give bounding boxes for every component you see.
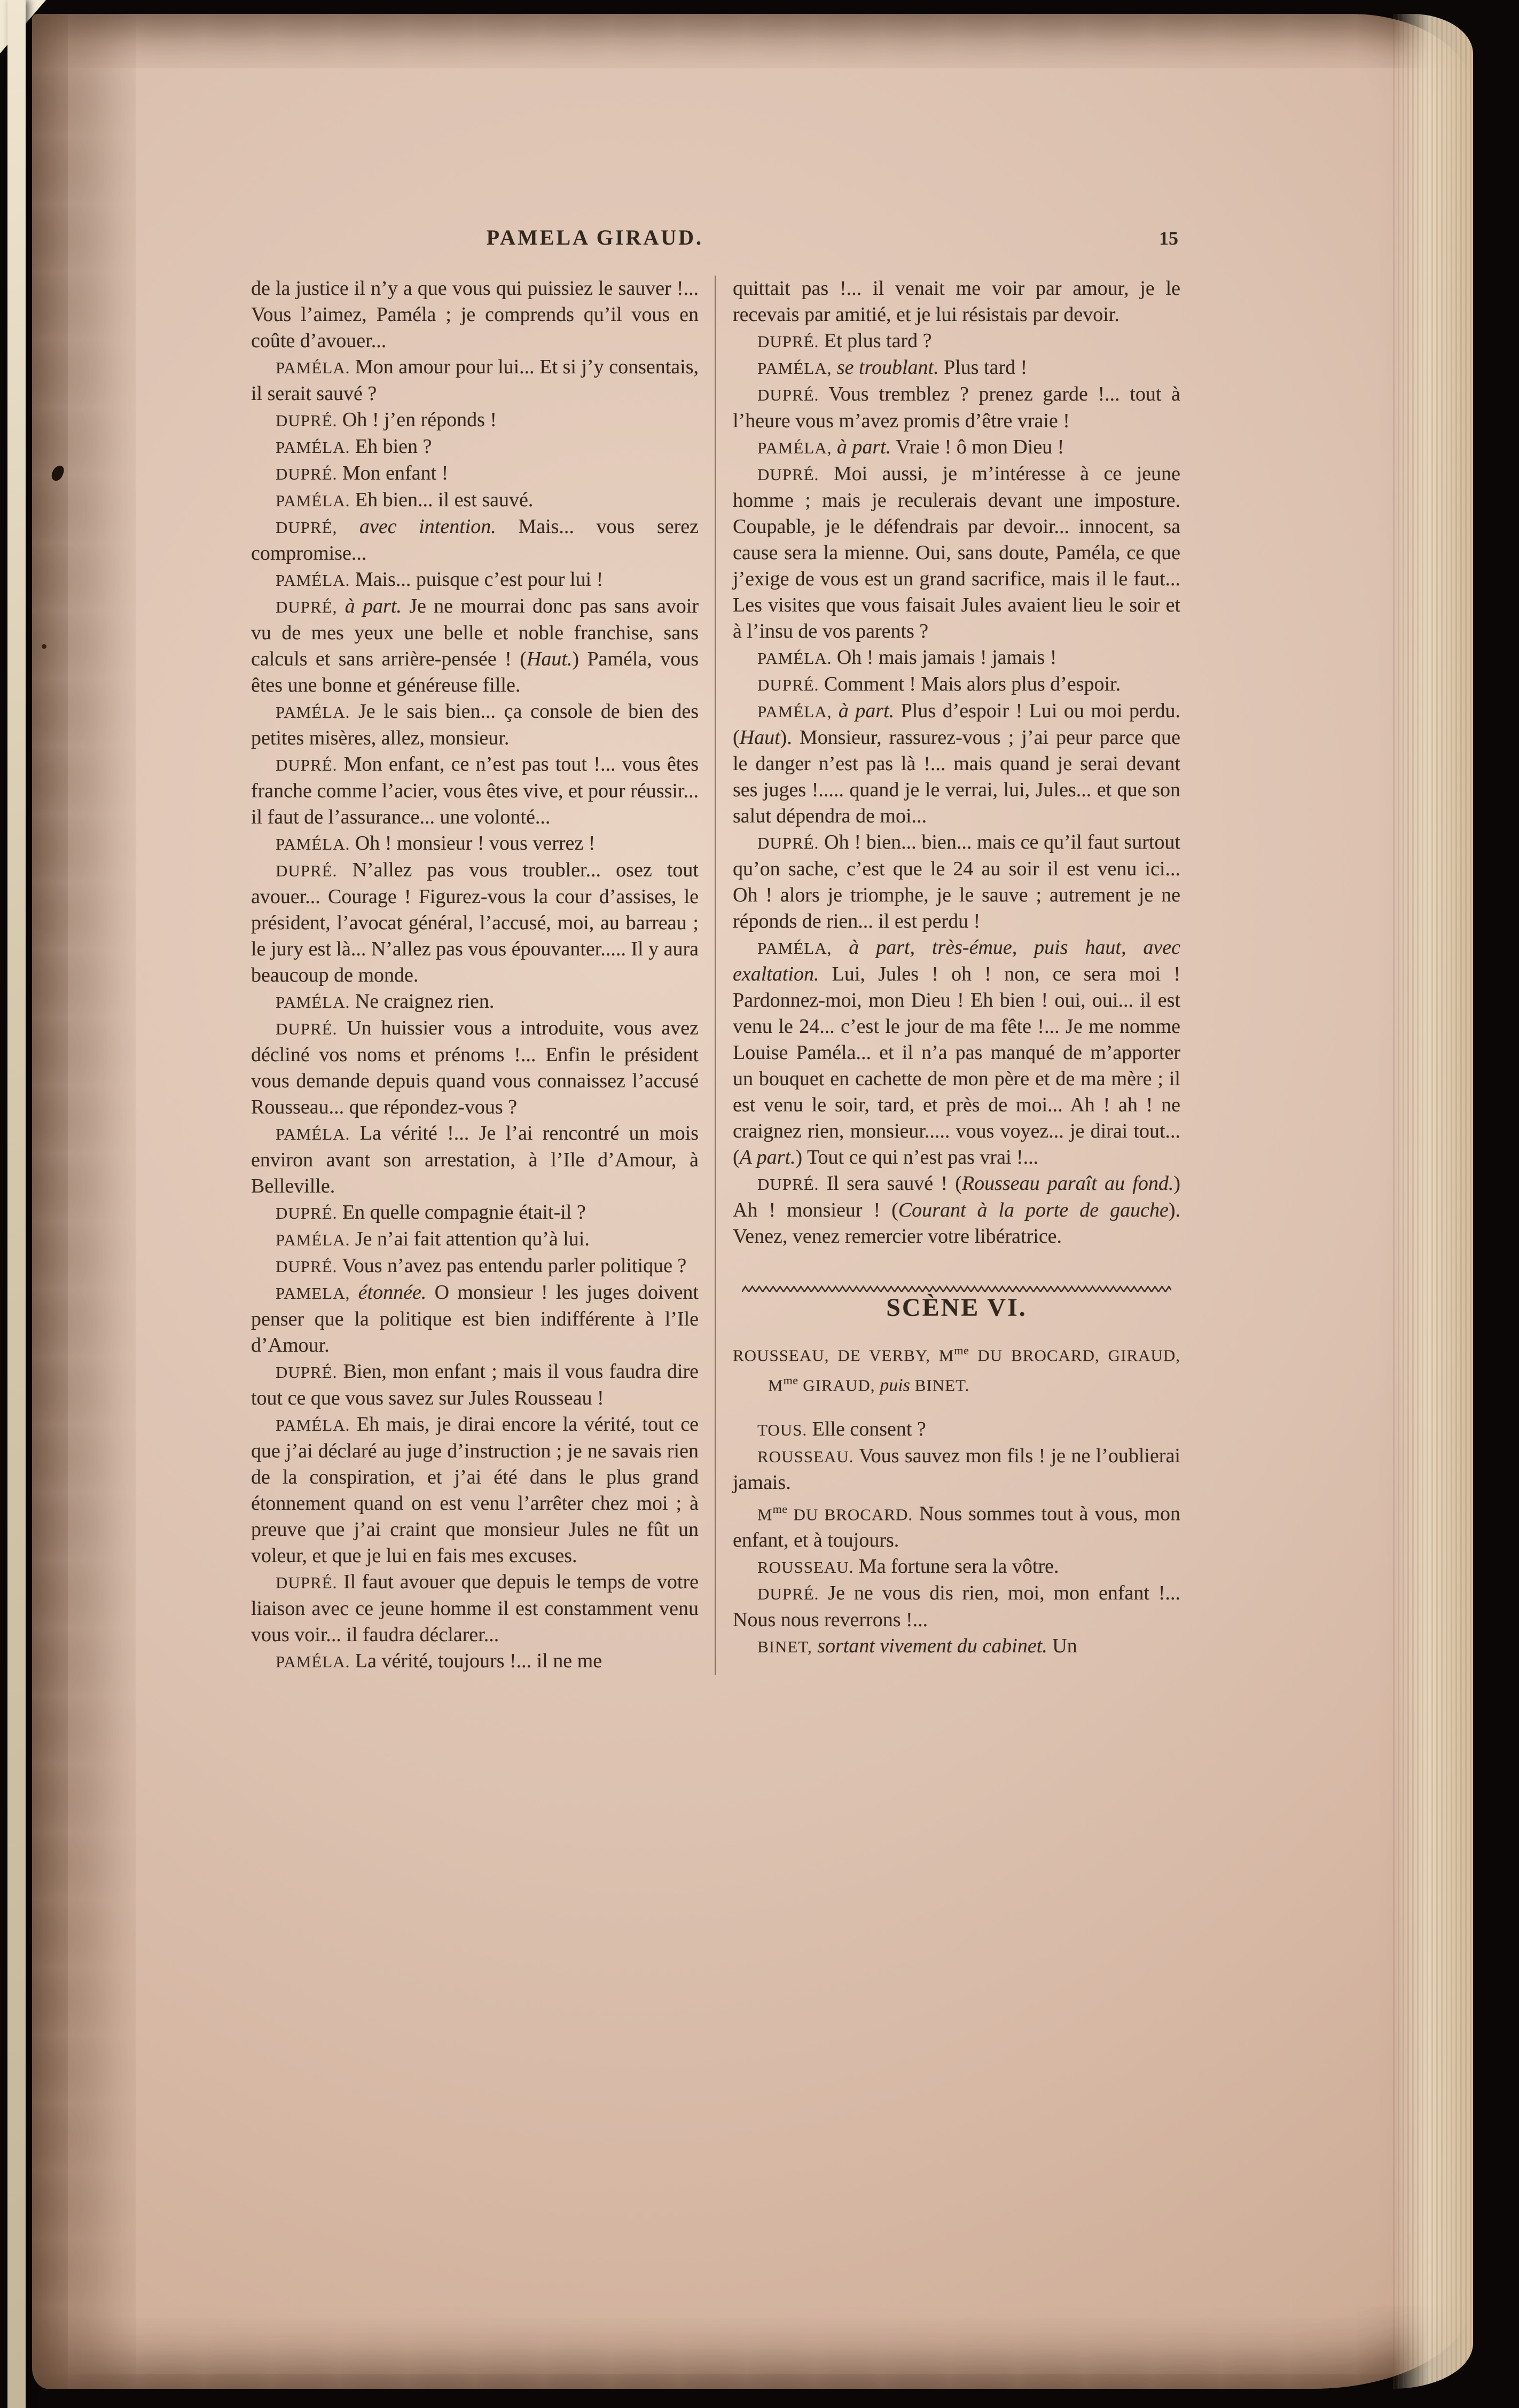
speaker-name: DUPRÉ.: [276, 1204, 338, 1222]
speaker-name: DUPRÉ.: [757, 465, 819, 484]
dialogue-text: Je le sais bien... ça console de bien des petites misères, allez, monsieur.: [251, 700, 699, 749]
speaker-name: BINET,: [757, 1637, 812, 1657]
speaker-name: DUPRÉ.: [276, 1363, 338, 1382]
dialogue-text: Vous n’avez pas entendu parler politique ?: [337, 1254, 687, 1277]
dialogue-paragraph: [733, 1496, 1180, 1554]
dialogue-text: Elle consent ?: [807, 1417, 926, 1440]
stage-direction: sortant vivement du cabinet.: [812, 1635, 1047, 1658]
speaker-name: PAMÉLA.: [276, 993, 350, 1011]
speaker-name: PAMÉLA,: [757, 939, 832, 958]
speaker-name: DUPRÉ,: [276, 598, 338, 616]
ink-speck: [50, 464, 65, 482]
dialogue-paragraph: [733, 1633, 1180, 1660]
dialogue-text: Un: [1047, 1635, 1077, 1658]
speaker-name: TOUS.: [757, 1420, 808, 1439]
dialogue-text: quittait pas !... il venait me voir par amour, je le recevais par amitié, et je lui résistais par devoir.: [733, 277, 1180, 326]
dialogue-text: Comment ! Mais alors plus d’espoir.: [819, 673, 1121, 695]
dialogue-text: En quelle compagnie était-il ?: [337, 1201, 586, 1223]
page-number: 15: [1159, 228, 1178, 249]
dialogue-text: Un huissier vous a introduite, vous avez décliné vos noms et prénoms !... Enfin le président vous demande depuis quand vous connaissez l’accusé Rousseau... que répondez-vous ?: [251, 1017, 699, 1118]
stage-direction: Rousseau paraît au fond.: [961, 1172, 1174, 1195]
dialogue-paragraph: [733, 355, 1180, 381]
speaker-name: PAMELA,: [276, 1284, 350, 1303]
speaker-name: PAMÉLA,: [757, 359, 832, 378]
dialogue-paragraph: [251, 1015, 699, 1120]
dialogue-paragraph: [251, 1120, 699, 1199]
speaker-name: PAMÉLA,: [757, 438, 832, 457]
dialogue-text: Plus d’espoir ! Lui ou moi perdu. (: [733, 700, 1180, 749]
dialogue-text: Eh mais, je dirai encore la vérité, tout ce que j’ai déclaré au juge d’instruction ; je ne savais rien de la conspiration, et j’ai été dans le plus grand étonnement quand on est venu l’arrêter chez moi ; à preuve que j’ai craint que monsieur Jules ne fût un voleur, et que je lui en fais mes excuses.: [251, 1413, 699, 1567]
speaker-name: DUPRÉ.: [276, 756, 338, 774]
speaker-name: DUPRÉ.: [276, 861, 338, 880]
superscript: me: [954, 1344, 969, 1357]
dialogue-text: Oh ! bien... bien... mais ce qu’il faut surtout qu’on sache, c’est que le 24 au soir il est venu ici... Oh ! alors je triomphe, je le sauve ; autrement je ne réponds de rien... il est perdu !: [733, 831, 1180, 932]
stage-direction: puis: [880, 1375, 910, 1395]
dialogue-text: Moi aussi, je m’intéresse à ce jeune homme ; mais je reculerais devant une imposture. Coupable, je le défendrais par devoir... innocent, sa cause sera la mienne. Oui, sans doute, Paméla, ce que j’exige de vous est un grand sacrifice, mais il le faut... Les visites que vous faisait Jules avaient lieu le soir et à l’insu de vos parents ?: [733, 462, 1180, 642]
dialogue-text: Vraie ! ô mon Dieu !: [891, 436, 1064, 458]
dialogue-paragraph: [733, 461, 1180, 645]
dialogue-paragraph: [251, 989, 699, 1015]
right-column: [716, 276, 1180, 1675]
speaker-name: PAMÉLA.: [757, 649, 832, 668]
page-header: [251, 224, 1180, 256]
dialogue-text: La vérité, toujours !... il ne me: [350, 1650, 602, 1672]
speaker-name: DUPRÉ.: [757, 386, 819, 404]
dialogue-paragraph: [733, 1171, 1180, 1250]
speaker-name: DUPRÉ.: [276, 1573, 338, 1592]
dialogue-paragraph: [733, 1443, 1180, 1496]
dialogue-text: Je ne vous dis rien, moi, mon enfant !... Nous nous reverrons !...: [733, 1582, 1180, 1632]
stage-direction: Courant à la porte de gauche: [898, 1199, 1169, 1221]
stage-direction: A part.: [739, 1146, 796, 1168]
stage-direction: à part.: [832, 700, 895, 722]
dialogue-paragraph: [251, 1226, 699, 1253]
dialogue-paragraph: [251, 514, 699, 567]
speaker-name: DUPRÉ.: [276, 1019, 338, 1038]
speaker-name: PAMÉLA.: [276, 1416, 350, 1434]
speaker-name: PAMÉLA.: [276, 491, 350, 510]
dialogue-text: Oh ! j’en réponds !: [337, 409, 497, 431]
dialogue-text: Eh bien... il est sauvé.: [350, 489, 534, 511]
speaker-name: DUPRÉ.: [276, 465, 338, 483]
speaker-name: PAMÉLA.: [276, 438, 350, 457]
stage-direction: à part, très-émue, puis haut, avec exaltation.: [733, 936, 1180, 985]
speaker-name: DUPRÉ.: [757, 1585, 819, 1604]
dialogue-paragraph: [251, 830, 699, 857]
page-text-block: [251, 224, 1180, 1675]
dialogue-paragraph: [251, 751, 699, 830]
dialogue-text: ). Venez, venez remercier votre libératrice.: [733, 1199, 1180, 1248]
dialogue-text: Oh ! monsieur ! vous verrez !: [350, 832, 596, 854]
stage-direction: Haut: [739, 726, 780, 749]
cast-list: [733, 1338, 1180, 1398]
speaker-name: PAMÉLA,: [757, 702, 832, 721]
stage-direction: à part.: [337, 595, 402, 617]
dialogue-paragraph: [733, 381, 1180, 434]
speaker-name: PAMÉLA.: [276, 1230, 350, 1249]
dialogue-paragraph: [251, 1199, 699, 1226]
dialogue-text: Eh bien ?: [350, 435, 432, 458]
dialogue-paragraph: [251, 857, 699, 989]
speaker-name: GIRAUD,: [798, 1376, 880, 1395]
speaker-name: DUPRÉ.: [276, 1257, 338, 1276]
dialogue-paragraph: [733, 698, 1180, 829]
dialogue-text: Je n’ai fait attention qu’à lui.: [350, 1228, 590, 1250]
dialogue-text: Nous sommes tout à vous, mon enfant, et à toujours.: [733, 1502, 1180, 1552]
dialogue-paragraph: [733, 434, 1180, 461]
adjacent-page-edge: [7, 0, 26, 2408]
dialogue-text: Il sera sauvé ! (: [819, 1172, 962, 1195]
speaker-name: M: [757, 1505, 773, 1524]
dialogue-paragraph: [733, 645, 1180, 671]
dialogue-paragraph: [733, 276, 1180, 328]
dialogue-paragraph: [251, 567, 699, 593]
speaker-name: ROUSSEAU, DE VERBY, M: [733, 1346, 954, 1365]
dialogue-text: de la justice il n’y a que vous qui puissiez le sauver !... Vous l’aimez, Paméla ; je comprends qu’il vous en coûte d’avouer...: [251, 277, 699, 352]
dialogue-text: Plus tard !: [938, 356, 1028, 379]
speaker-name: BINET.: [910, 1376, 970, 1395]
speaker-name: DU BROCARD, GIRAUD, M: [768, 1346, 1180, 1395]
speaker-name: ROUSSEAU.: [757, 1558, 854, 1577]
dialogue-paragraph: [251, 407, 699, 434]
dialogue-paragraph: [251, 487, 699, 514]
dialogue-text: ) Tout ce qui n’est pas vrai !...: [795, 1146, 1039, 1168]
speaker-name: PAMÉLA.: [276, 1125, 350, 1143]
dialogue-paragraph: [733, 1580, 1180, 1633]
dialogue-paragraph: [251, 434, 699, 460]
dialogue-paragraph: [733, 328, 1180, 355]
dialogue-paragraph: [733, 935, 1180, 1171]
ink-speck: [42, 644, 46, 649]
speaker-name: DUPRÉ,: [276, 518, 338, 537]
stage-direction: étonnée.: [350, 1281, 427, 1304]
dialogue-paragraph: [733, 1416, 1180, 1443]
dialogue-text: Vous tremblez ? prenez garde !... tout à l’heure vous m’avez promis d’être vraie !: [733, 383, 1180, 432]
dialogue-text: Et plus tard ?: [819, 330, 932, 352]
dialogue-paragraph: [251, 1411, 699, 1569]
dialogue-paragraph: [251, 354, 699, 407]
dialogue-text: Mon enfant !: [337, 462, 449, 484]
dialogue-paragraph: [251, 276, 699, 354]
speaker-name: DUPRÉ.: [276, 411, 338, 430]
dialogue-paragraph: [251, 1569, 699, 1648]
dialogue-paragraph: [733, 671, 1180, 698]
speaker-name: PAMÉLA.: [276, 358, 350, 377]
running-title: PAMELA GIRAUD.: [486, 225, 703, 249]
speaker-name: ROUSSEAU.: [757, 1447, 854, 1466]
dialogue-text: ) Paméla, vous êtes une bonne et généreuse fille.: [251, 648, 699, 696]
dialogue-text: Vous sauvez mon fils ! je ne l’oublierai jamais.: [733, 1444, 1180, 1494]
dialogue-text: Mon enfant, ce n’est pas tout !... vous êtes franche comme l’acier, vous êtes vive, et pour réussir... il faut de l’assurance... une volonté...: [251, 753, 699, 828]
dialogue-text: Mais... vous serez compromise...: [251, 515, 699, 564]
speaker-name: DUPRÉ.: [757, 1175, 819, 1194]
speaker-name: PAMÉLA.: [276, 571, 350, 590]
speaker-name: DUPRÉ.: [757, 834, 819, 852]
stage-direction: se troublant.: [832, 356, 939, 379]
dialogue-text: ) Ah ! monsieur ! (: [733, 1172, 1180, 1221]
stage-direction: Haut.: [526, 648, 573, 670]
dialogue-paragraph: [251, 593, 699, 699]
superscript: me: [772, 1502, 788, 1516]
dialogue-text: Mon amour pour lui... Et si j’y consentais, il serait sauvé ?: [251, 356, 699, 405]
dialogue-paragraph: [251, 699, 699, 751]
dialogue-paragraph: [251, 1280, 699, 1359]
stage-direction: avec intention.: [337, 515, 496, 538]
dialogue-text: Je ne mourrai donc pas sans avoir vu de mes yeux une belle et noble franchise, sans calculs et sans arrière-pensée ! (: [251, 595, 699, 670]
dialogue-text: Mais... puisque c’est pour lui !: [350, 568, 604, 591]
dialogue-text: Bien, mon enfant ; mais il vous faudra dire tout ce que vous savez sur Jules Rousseau !: [251, 1360, 699, 1409]
dialogue-text: Lui, Jules ! oh ! non, ce sera moi ! Pardonnez-moi, mon Dieu ! Eh bien ! oui, oui... il est venu le 24... c’est le jour de ma fête !... Je me nomme Louise Paméla... et il n’a pas manqué de m’apporter un bouquet en cachette de mon père et de ma mère ; il est venu le soir, tard, et près de moi... Ah ! ah ! ne craignez rien, monsieur..... vous voyez... je dirai tout... (: [733, 963, 1180, 1168]
dialogue-text: La vérité !... Je l’ai rencontré un mois environ avant son arrestation, à l’Ile d’Amour, à Belleville.: [251, 1122, 699, 1197]
left-column: [251, 276, 716, 1675]
scene-heading: SCÈNE VI.: [886, 1293, 1027, 1322]
dialogue-paragraph: [733, 829, 1180, 935]
dialogue-text: N’allez pas vous troubler... osez tout avouer... Courage ! Figurez-vous la cour d’assises, le président, l’avocat général, l’accusé, moi, au barreau ; le jury est là... N’allez pas vous épouvanter..... Il y aura beaucoup de monde.: [251, 859, 699, 986]
dialogue-text: O monsieur ! les juges doivent penser que la politique est bien indifférente à l’Ile d’Amour.: [251, 1281, 699, 1356]
speaker-name: PAMÉLA.: [276, 835, 350, 853]
stage-direction: à part.: [832, 436, 891, 458]
speaker-name: DU BROCARD.: [787, 1505, 913, 1524]
speaker-name: DUPRÉ.: [757, 332, 819, 351]
dialogue-paragraph: [251, 460, 699, 487]
speaker-name: DUPRÉ.: [757, 676, 819, 694]
superscript: me: [783, 1374, 798, 1387]
book-page: [32, 14, 1473, 2389]
dialogue-paragraph: [251, 1648, 699, 1675]
dialogue-paragraph: [733, 1554, 1180, 1580]
ornament-squiggle: [742, 1274, 1171, 1283]
speaker-name: PAMÉLA.: [276, 1652, 350, 1671]
dialogue-text: ). Monsieur, rassurez-vous ; j’ai peur parce que le danger n’est pas là !... mais quand je serai devant ses juges !..... quand je le verrai, lui, Jules... et que son salut dépendra de moi...: [733, 726, 1180, 827]
dialogue-text: Oh ! mais jamais ! jamais !: [832, 646, 1057, 669]
speaker-name: PAMÉLA.: [276, 703, 350, 721]
text-columns: [251, 276, 1180, 1675]
dialogue-paragraph: [251, 1253, 699, 1280]
dialogue-paragraph: [251, 1359, 699, 1411]
page-deckle-edge: [1393, 14, 1473, 2389]
dialogue-text: Ne craignez rien.: [350, 990, 495, 1013]
dialogue-text: Ma fortune sera la vôtre.: [854, 1555, 1059, 1578]
dialogue-text: Il faut avouer que depuis le temps de votre liaison avec ce jeune homme il est constamment venu vous voir... il faudra déclarer...: [251, 1571, 699, 1646]
